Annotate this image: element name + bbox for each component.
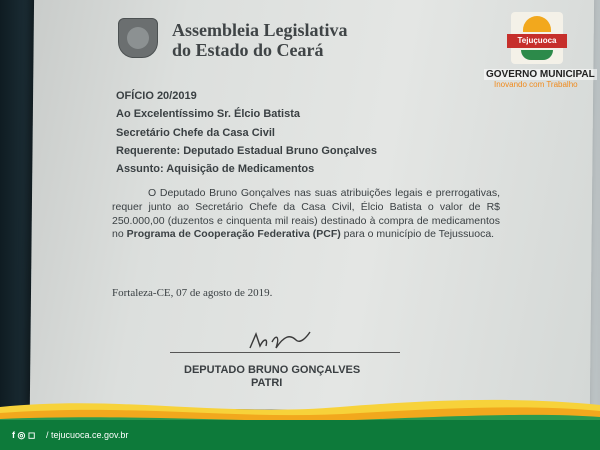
recipient: Ao Excelentíssimo Sr. Élcio Batista (116, 108, 301, 120)
signer-name: DEPUTADO BRUNO GONÇALVES (184, 364, 361, 376)
gov-title: GOVERNO MUNICIPAL (486, 69, 595, 80)
social-icons[interactable]: f ◎ ◻ (12, 430, 36, 440)
seal-emblem-icon (127, 27, 149, 49)
signature-icon (240, 328, 330, 354)
signature-line (170, 352, 400, 353)
letter-body (112, 187, 500, 242)
recipient-role: Secretário Chefe da Casa Civil (116, 127, 275, 139)
tejucuoca-logo (511, 12, 563, 64)
body-part1: O Deputado Bruno Gonçalves nas suas atribuições legais e prerrogativas, requer junto ao Secretário Chefe da Casa Civil, Élcio Batista o valor de R$ 250.000,00 (duzentos e cinquenta mil reais) destinado à compra de medicamentos no (112, 187, 500, 241)
office-number: OFÍCIO 20/2019 (116, 90, 197, 102)
logo-wave-icon (521, 50, 553, 60)
gov-subtitle: Inovando com Trabalho (494, 80, 578, 89)
subject: Assunto: Aquisição de Medicamentos (116, 163, 315, 175)
logo-banner: Tejuçuoca (507, 34, 567, 48)
assembly-seal-icon (118, 18, 158, 58)
logo-sun-icon (523, 16, 551, 32)
place-date: Fortaleza-CE, 07 de agosto de 2019. (112, 287, 273, 299)
org-name-line1: Assembleia Legislativa (172, 20, 348, 40)
website-link[interactable]: / tejucuoca.ce.gov.br (46, 430, 129, 440)
body-program: Programa de Cooperação Federativa (PCF) (126, 228, 341, 241)
signer-party: PATRI (251, 377, 283, 389)
org-name-line2: do Estado do Ceará (172, 40, 324, 60)
requester: Requerente: Deputado Estadual Bruno Gonçalves (116, 145, 377, 157)
body-part2: para o município de Tejussuoca. (340, 228, 495, 241)
